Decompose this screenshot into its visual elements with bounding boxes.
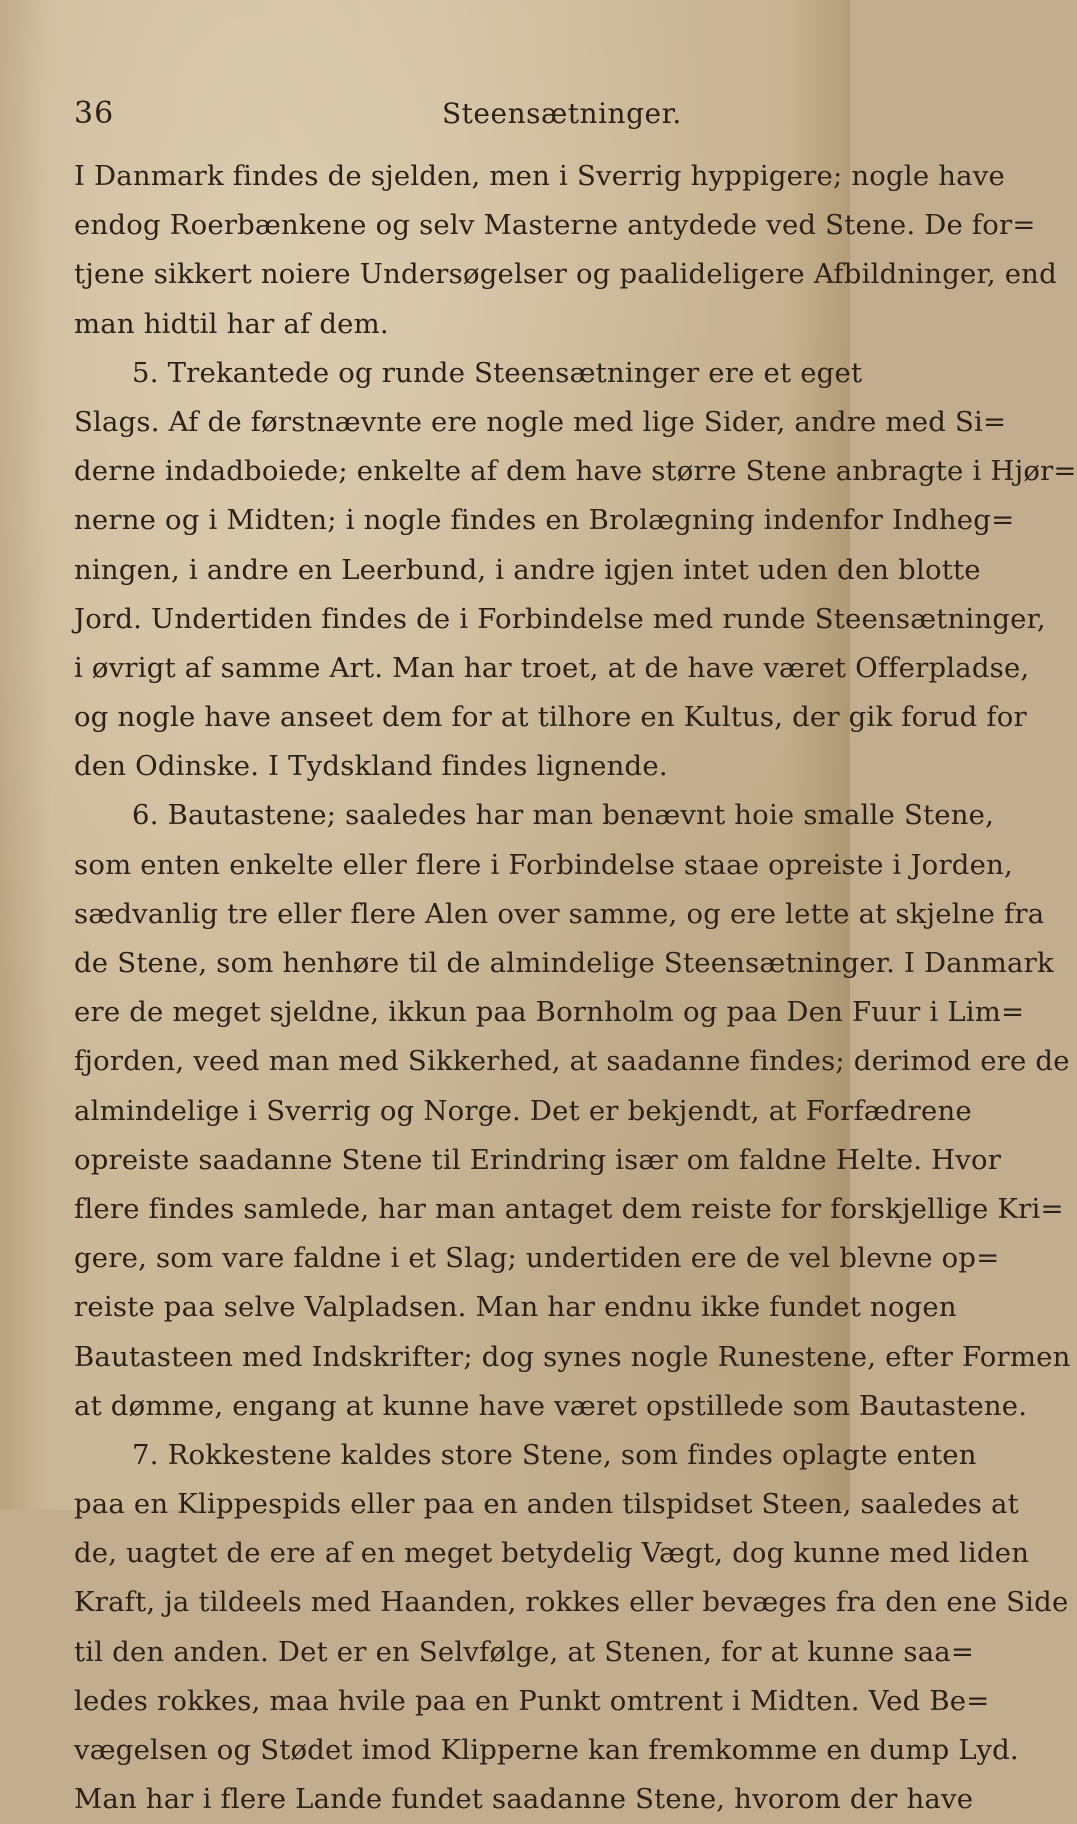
text-line: fjorden, veed man med Sikkerhed, at saadanne findes; derimod ere de (74, 1045, 1070, 1078)
text-line: den Odinske. I Tydskland findes lignende. (74, 750, 668, 783)
text-line: nerne og i Midten; i nogle findes en Brolægning indenfor Indheg= (74, 504, 1015, 537)
text-line: tjene sikkert noiere Undersøgelser og paalideligere Afbildninger, end (74, 258, 1057, 291)
section-heading-line: 7. Rokkestene kaldes store Stene, som findes oplagte enten (132, 1438, 977, 1471)
text-line: de, uagtet de ere af en meget betydelig Vægt, dog kunne med liden (74, 1537, 1030, 1570)
text-line: at dømme, engang at kunne have været opstillede som Bautastene. (74, 1389, 1028, 1422)
section-heading-line: 5. Trekantede og runde Steensætninger ere et eget (132, 356, 863, 389)
text-line: almindelige i Sverrig og Norge. Det er bekjendt, at Forfædrene (74, 1094, 972, 1127)
section-heading-line: 6. Bautastene; saaledes har man benævnt hoie smalle Stene, (132, 799, 995, 832)
text-line: i øvrigt af samme Art. Man har troet, at de have været Offerpladse, (74, 651, 1030, 684)
text-line: Jord. Undertiden findes de i Forbindelse med runde Steensætninger, (74, 602, 1046, 635)
running-head: Steensætninger. (442, 97, 682, 130)
page-number: 36 (74, 96, 115, 131)
text-line: Slags. Af de førstnævnte ere nogle med lige Sider, andre med Si= (74, 405, 1007, 438)
text-line: vægelsen og Stødet imod Klipperne kan fremkomme en dump Lyd. (74, 1734, 1019, 1766)
text-line: Kraft, ja tildeels med Haanden, rokkes eller bevæges fra den ene Side (74, 1586, 1069, 1619)
text-line: som enten enkelte eller flere i Forbindelse staae opreiste i Jorden, (74, 848, 1013, 881)
text-line: endog Roerbænkene og selv Masterne antydede ved Stene. De for= (74, 209, 1036, 242)
text-line: sædvanlig tre eller flere Alen over samme, og ere lette at skjelne fra (74, 897, 1045, 930)
text-line: ledes rokkes, maa hvile paa en Punkt omtrent i Midten. Ved Be= (74, 1684, 990, 1717)
text-line: ningen, i andre en Leerbund, i andre igjen intet uden den blotte (74, 553, 981, 586)
text-line: gere, som vare faldne i et Slag; undertiden ere de vel blevne op= (74, 1242, 1000, 1275)
text-line: og nogle have anseet dem for at tilhore en Kultus, der gik forud for (74, 701, 1027, 734)
text-line: Bautasteen med Indskrifter; dog synes nogle Runestene, efter Formen (74, 1340, 1071, 1373)
text-line: flere findes samlede, har man antaget dem reiste for forskjellige Kri= (74, 1192, 1064, 1225)
body-text (74, 152, 1077, 1824)
page-header (74, 96, 828, 142)
text-line: man hidtil har af dem. (74, 307, 389, 340)
text-line: reiste paa selve Valpladsen. Man har endnu ikke fundet nogen (74, 1291, 957, 1324)
text-line: de Stene, som henhøre til de almindelige Steensætninger. I Danmark (74, 947, 1054, 979)
text-line: ere de meget sjeldne, ikkun paa Bornholm og paa Den Fuur i Lim= (74, 996, 1025, 1029)
text-line: til den anden. Det er en Selvfølge, at Stenen, for at kunne saa= (74, 1635, 975, 1668)
text-line: opreiste saadanne Stene til Erindring især om faldne Helte. Hvor (74, 1143, 1002, 1176)
text-line: Man har i flere Lande fundet saadanne Stene, hvorom der have (74, 1783, 974, 1816)
text-line: derne indadboiede; enkelte af dem have større Stene anbragte i Hjør= (74, 455, 1077, 488)
text-line: I Danmark findes de sjelden, men i Sverrig hyppigere; nogle have (74, 160, 1005, 192)
text-line: paa en Klippespids eller paa en anden tilspidset Steen, saaledes at (74, 1488, 1019, 1521)
